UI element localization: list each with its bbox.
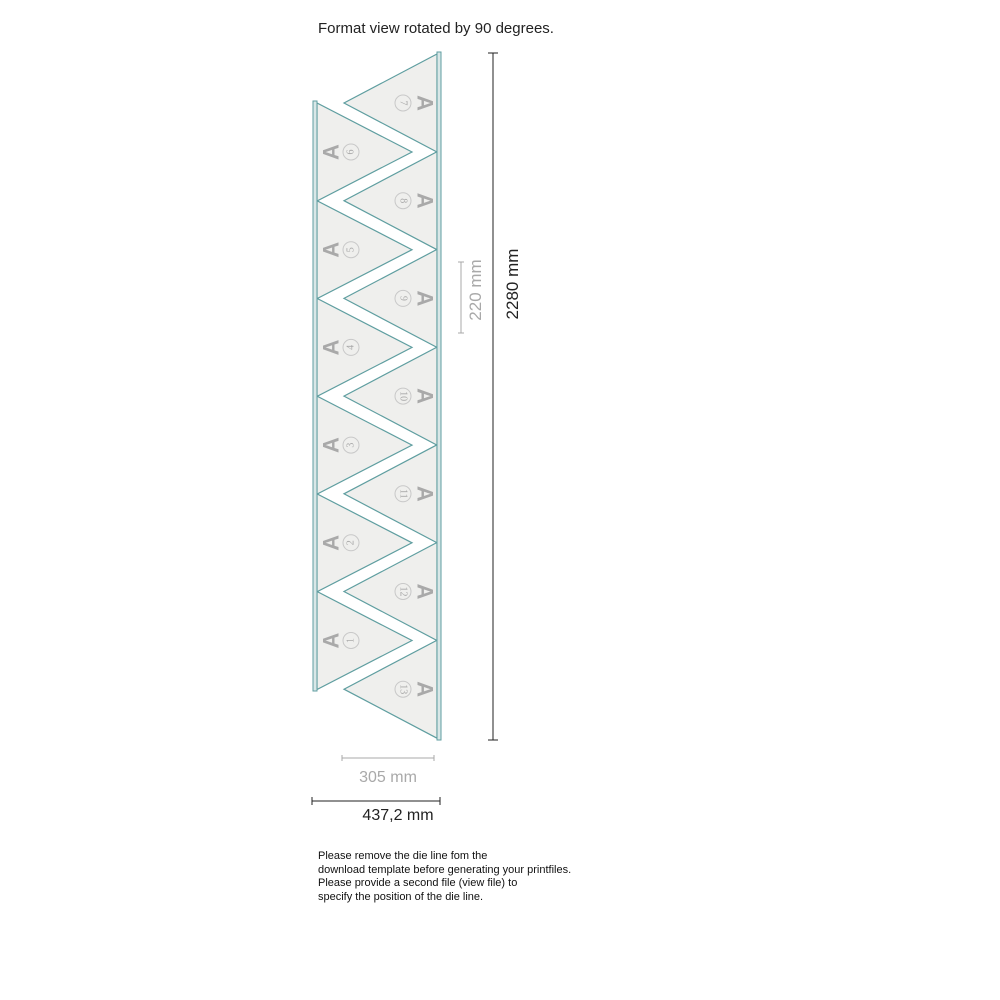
- flag-letter: A: [318, 437, 344, 454]
- flag-number: 5: [345, 247, 357, 253]
- flag-width-dimension: [342, 755, 434, 761]
- flag-number: 11: [397, 488, 409, 499]
- total-width-label: 437,2 mm: [362, 807, 434, 824]
- flag-letter: A: [412, 192, 438, 209]
- flag-number: 9: [397, 295, 409, 301]
- flag-number: 12: [397, 586, 409, 597]
- note-line: specify the position of the die line.: [318, 890, 484, 903]
- note-line: download template before generating your printfiles.: [318, 863, 572, 876]
- flag-number: 1: [345, 638, 357, 643]
- flag-height-label: 220 mm: [466, 259, 485, 321]
- flag-number: 4: [345, 344, 357, 350]
- flag-number: 7: [397, 100, 409, 106]
- total-height-label: 2280 mm: [503, 248, 522, 320]
- flag-number: 2: [345, 540, 357, 546]
- flag-number: 10: [397, 391, 409, 402]
- diagram-heading: Format view rotated by 90 degrees.: [318, 20, 554, 37]
- note-line: Please provide a second file (view file) to: [318, 877, 518, 889]
- note-line: Please remove the die line fom the: [318, 850, 488, 862]
- flag-number: 6: [345, 149, 357, 155]
- flag-letter: A: [318, 144, 344, 160]
- flag-letter: A: [412, 95, 438, 111]
- flag-letter: A: [412, 681, 438, 698]
- flag-letter: A: [412, 485, 438, 502]
- die-line-note: [318, 850, 571, 904]
- flags-layer: [317, 54, 438, 738]
- total-height-dimension: [488, 53, 498, 740]
- flag-letter: A: [412, 388, 438, 405]
- total-width-dimension: [312, 797, 440, 805]
- flag-letter: A: [412, 583, 438, 600]
- left-pole: [313, 101, 317, 691]
- right-pole: [437, 52, 441, 740]
- flag-number: 3: [345, 442, 357, 448]
- flag-letter: A: [412, 290, 438, 307]
- flag-letter: A: [318, 632, 344, 649]
- flag-letter: A: [318, 339, 344, 356]
- flag-number: 13: [397, 684, 409, 695]
- flag-letter: A: [318, 241, 344, 258]
- flag-letter: A: [318, 534, 344, 551]
- flag-height-dimension: [458, 262, 464, 333]
- flag-width-label: 305 mm: [359, 769, 417, 786]
- flag-number: 8: [397, 198, 409, 204]
